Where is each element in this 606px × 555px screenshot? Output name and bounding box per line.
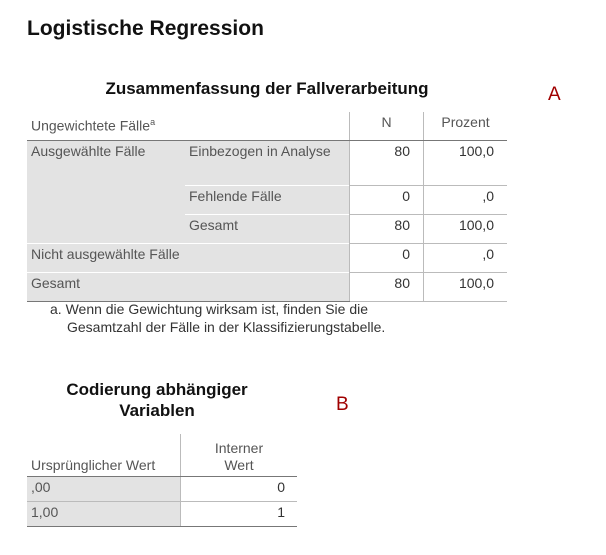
header-n: N (350, 112, 424, 141)
table-footnote (50, 300, 385, 336)
dependent-coding-table (27, 434, 297, 527)
cell-included-n: 80 (350, 141, 424, 186)
dependent-coding-title-line-1: Codierung abhängiger (66, 380, 248, 399)
cell-original-value: 1,00 (27, 502, 181, 527)
table-header-row (27, 434, 297, 477)
cell-original-value: ,00 (27, 477, 181, 502)
table-header-row (27, 112, 507, 141)
cell-total-n: 80 (350, 215, 424, 244)
cell-grand-total-n: 80 (350, 273, 424, 302)
table-row (27, 477, 297, 502)
footnote-line-2: Gesamtzahl der Fälle in der Klassifizierungstabelle. (67, 319, 386, 335)
footnote-line-1: a. Wenn die Gewichtung wirksam ist, finden Sie die (50, 301, 369, 317)
table-row (27, 141, 507, 186)
table-row (27, 244, 507, 273)
marker-a: A (548, 84, 561, 105)
row-label-grand-total: Gesamt (27, 273, 350, 302)
row-label-selected: Ausgewählte Fälle (27, 141, 185, 244)
header-percent: Prozent (424, 112, 508, 141)
row-label-total: Gesamt (185, 215, 350, 244)
page-title: Logistische Regression (27, 17, 264, 40)
dependent-coding-title (27, 379, 287, 421)
cell-internal-value: 1 (181, 502, 298, 527)
cell-total-percent: 100,0 (424, 215, 508, 244)
cell-internal-value: 0 (181, 477, 298, 502)
cell-not-selected-percent: ,0 (424, 244, 508, 273)
table-row (27, 502, 297, 527)
table-row (27, 273, 507, 302)
case-processing-table (27, 112, 507, 302)
marker-b: B (336, 394, 349, 415)
header-internal-value (181, 434, 298, 477)
cell-missing-percent: ,0 (424, 186, 508, 215)
cell-not-selected-n: 0 (350, 244, 424, 273)
row-label-included: Einbezogen in Analyse (185, 141, 350, 186)
header-original-value: Ursprünglicher Wert (27, 434, 181, 477)
cell-included-percent: 100,0 (424, 141, 508, 186)
row-label-not-selected: Nicht ausgewählte Fälle (27, 244, 350, 273)
case-processing-title: Zusammenfassung der Fallverarbeitung (105, 79, 429, 98)
header-unweighted-cases: Ungewichtete Fälle$^a$ (27, 112, 350, 141)
cell-missing-n: 0 (350, 186, 424, 215)
header-internal-line-2: Wert (224, 457, 254, 473)
cell-grand-total-percent: 100,0 (424, 273, 508, 302)
header-internal-line-1: Interner (214, 440, 264, 456)
dependent-coding-title-line-2: Variablen (119, 401, 195, 420)
row-label-missing: Fehlende Fälle (185, 186, 350, 215)
